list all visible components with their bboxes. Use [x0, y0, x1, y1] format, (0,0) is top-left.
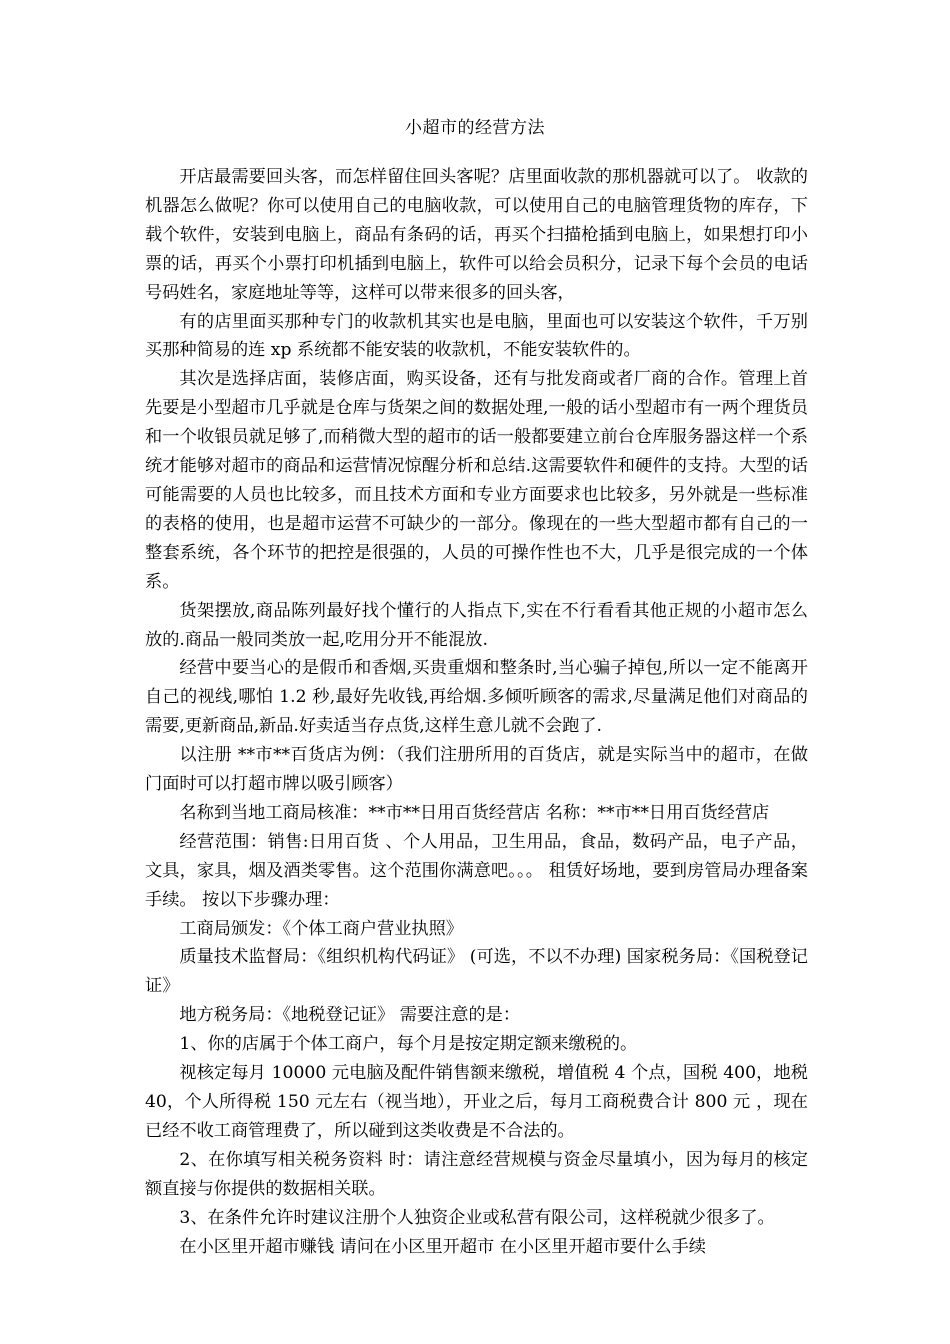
- paragraph: 经营范围：销售:日用百货 、个人用品，卫生用品，食品，数码产品，电子产品，文具，家具，烟及酒类零售。这个范围你满意吧。。。 租赁好场地，要到房管局办理备案手续。 按以下步骤办理：: [145, 831, 808, 910]
- paragraph: 2、在你填写相关税务资料 时：请注意经营规模与资金尽量填小，因为每月的核定额直接与你提供的数据相关联。: [145, 1149, 808, 1199]
- paragraph: 货架摆放,商品陈列最好找个懂行的人指点下,实在不行看看其他正规的小超市怎么放的.商品一般同类放一起,吃用分开不能混放.: [145, 600, 808, 650]
- document-body: [145, 163, 808, 1261]
- paragraph: 开店最需要回头客，而怎样留住回头客呢？店里面收款的那机器就可以了。 收款的机器怎么做呢？你可以使用自己的电脑收款，可以使用自己的电脑管理货物的库存，下载个软件，安装到电脑上，商品有条码的话，再买个扫描枪插到电脑上，如果想打印小票的话，再买个小票打印机插到电脑上，软件可以给会员积分，记录下每个会员的电话号码姓名，家庭地址等等，这样可以带来很多的回头客，: [145, 167, 808, 303]
- paragraph: 有的店里面买那种专门的收款机其实也是电脑，里面也可以安装这个软件，千万别买那种简易的连 xp 系统都不能安装的收款机，不能安装软件的。: [145, 311, 808, 361]
- paragraph: 视核定每月 10000 元电脑及配件销售额来缴税，增值税 4 个点，国税 400，地税 40，个人所得税 150 元左右（视当地），开业之后，每月工商税费合计 800 元 ，现在已经不收工商管理费了，所以碰到这类收费是不合法的。: [145, 1063, 808, 1141]
- paragraph: 以注册 **市**百货店为例：（我们注册所用的百货店，就是实际当中的超市，在做门面时可以打超市牌以吸引顾客）: [145, 745, 808, 795]
- paragraph: 质量技术监督局：《组织机构代码证》 (可选，不以不办理) 国家税务局：《国税登记证》: [145, 947, 808, 997]
- paragraph: 地方税务局：《地税登记证》 需要注意的是：: [179, 1005, 521, 1026]
- paragraph: 在小区里开超市赚钱 请问在小区里开超市 在小区里开超市要什么手续: [179, 1236, 706, 1257]
- paragraph: 1、你的店属于个体工商户，每个月是按定期定额来缴税的。: [179, 1034, 638, 1055]
- document-title: 小超市的经营方法: [405, 118, 545, 138]
- paragraph: 名称到当地工商局核准：**市**日用百货经营店 名称：**市**日用百货经营店: [179, 802, 770, 823]
- paragraph: 其次是选择店面，装修店面，购买设备，还有与批发商或者厂商的合作。管理上首先要是小型超市几乎就是仓库与货架之间的数据处理,一般的话小型超市有一两个理货员和一个收银员就足够了,而稍微大型的超市的话一般都要建立前台仓库服务器这样一个系统才能够对超市的商品和运营情况惊醒分析和总结.这需要软件和硬件的支持。大型的话可能需要的人员也比较多，而且技术方面和专业方面要求也比较多，另外就是一些标准的表格的使用，也是超市运营不可缺少的一部分。像现在的一些大型超市都有自己的一整套系统，各个环节的把控是很强的，人员的可操作性也不大，几乎是很完成的一个体系。: [145, 369, 808, 592]
- paragraph: 经营中要当心的是假币和香烟,买贵重烟和整条时,当心骗子掉包,所以一定不能离开自己的视线,哪怕 1.2 秒,最好先收钱,再给烟.多倾听顾客的需求,尽量满足他们对商品的需要,更新商品,新品.好卖适当存点货,这样生意儿就不会跑了.: [145, 658, 808, 737]
- paragraph: 3、在条件允许时建议注册个人独资企业或私营有限公司，这样税就少很多了。: [179, 1207, 775, 1228]
- paragraph: 工商局颁发：《个体工商户营业执照》: [179, 918, 463, 939]
